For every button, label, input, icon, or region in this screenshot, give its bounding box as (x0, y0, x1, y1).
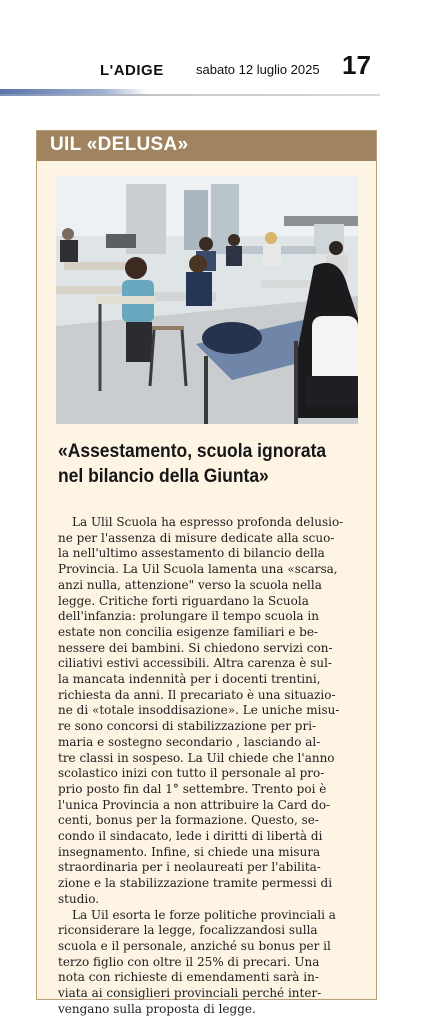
body-text-line: ciliativi estivi accessibili. Altra carenza è sul- (58, 656, 332, 671)
body-text-line: centi, bonus per la formazione. Questo, se- (58, 813, 319, 828)
headline-line: «Assestamento, scuola ignorata (58, 441, 327, 462)
body-text-line: vengano sulla proposta di legge. (58, 1001, 256, 1016)
body-text-line: ne per l'assenza di misure dedicate alla scuo- (58, 530, 335, 545)
body-text-line: straordinaria per i neolaureati per l'abilita- (58, 860, 321, 875)
body-text-line: l'unica Provincia a non attribuire la Card do- (58, 797, 331, 812)
body-text-line: Provincia. La Uil Scuola lamenta una «scarsa, (58, 562, 338, 577)
article-photo (56, 176, 358, 424)
headline-line: nel bilancio della Giunta» (58, 466, 269, 487)
body-text-line: viata ai consiglieri provinciali perché inter- (58, 986, 322, 1001)
body-text-line: ne di «totale insoddisazione». Le uniche misu- (58, 703, 340, 718)
body-text-line: re sono concorsi di stabilizzazione per pri- (58, 719, 317, 734)
article-headline (58, 439, 334, 489)
body-text-line: scolastico inizi con tutto il personale al pro- (58, 766, 325, 781)
body-text-line: studio. (58, 891, 100, 906)
body-text-line: condo il sindacato, lede i diritti di libertà di (58, 829, 323, 844)
body-text-line: La Uil esorta le forze politiche provinciali a (72, 907, 336, 922)
page-number: 17 (342, 50, 371, 80)
body-text-line: terzo figlio con oltre il 25% di precari. Una (58, 954, 320, 969)
body-text-line: scuola e il personale, anziché su bonus per il (58, 938, 331, 953)
body-text-line: La Ulil Scuola ha espresso profonda delusio- (72, 515, 344, 529)
masthead (0, 0, 424, 100)
masthead-divider (0, 94, 380, 96)
body-text-line: riconsiderare la legge, focalizzandosi sulla (58, 923, 318, 938)
body-text-line: dell'infanzia: prolungare il tempo scuola in (58, 609, 319, 624)
body-text-line: nessere dei bambini. Si chiedono servizi con- (58, 640, 333, 655)
body-text-line: estate non concilia esigenze familiari e be- (58, 624, 318, 639)
article-body (58, 515, 358, 1018)
article-kicker-bar (37, 131, 376, 161)
body-text-line: legge. Critiche forti riguardano la Scuola (58, 593, 309, 608)
body-text-line: nota con richieste di emendamenti sarà in- (58, 970, 319, 985)
classroom-photo-illustration (56, 176, 358, 424)
body-text-line: la nell'ultimo assestamento di bilancio della (58, 546, 325, 561)
body-text-line: tre classi in sospeso. La Uil chiede che l'anno (58, 750, 335, 765)
body-text-line: prio posto fin dal 1° settembre. Trento poi è (58, 781, 327, 796)
body-text-line: zione e la stabilizzazione tramite permessi di (58, 876, 333, 891)
body-text-line: richiesta da anni. Il precariato è una situazio- (58, 687, 336, 702)
body-text-line: insegnamento. Infine, si chiede una misura (58, 844, 321, 859)
body-text-line: la mancata indennità per i docenti trentini, (58, 672, 321, 687)
newspaper-name: L'ADIGE (100, 62, 164, 79)
body-text-line: maria e sostegno secondario , lasciando al- (58, 734, 321, 749)
body-text-line: anzi nulla, attenzione" verso la scuola nella (58, 577, 322, 592)
issue-date: sabato 12 luglio 2025 (196, 62, 320, 77)
article-box (36, 130, 377, 1016)
article-kicker: UIL «DELUSA» (50, 134, 189, 155)
